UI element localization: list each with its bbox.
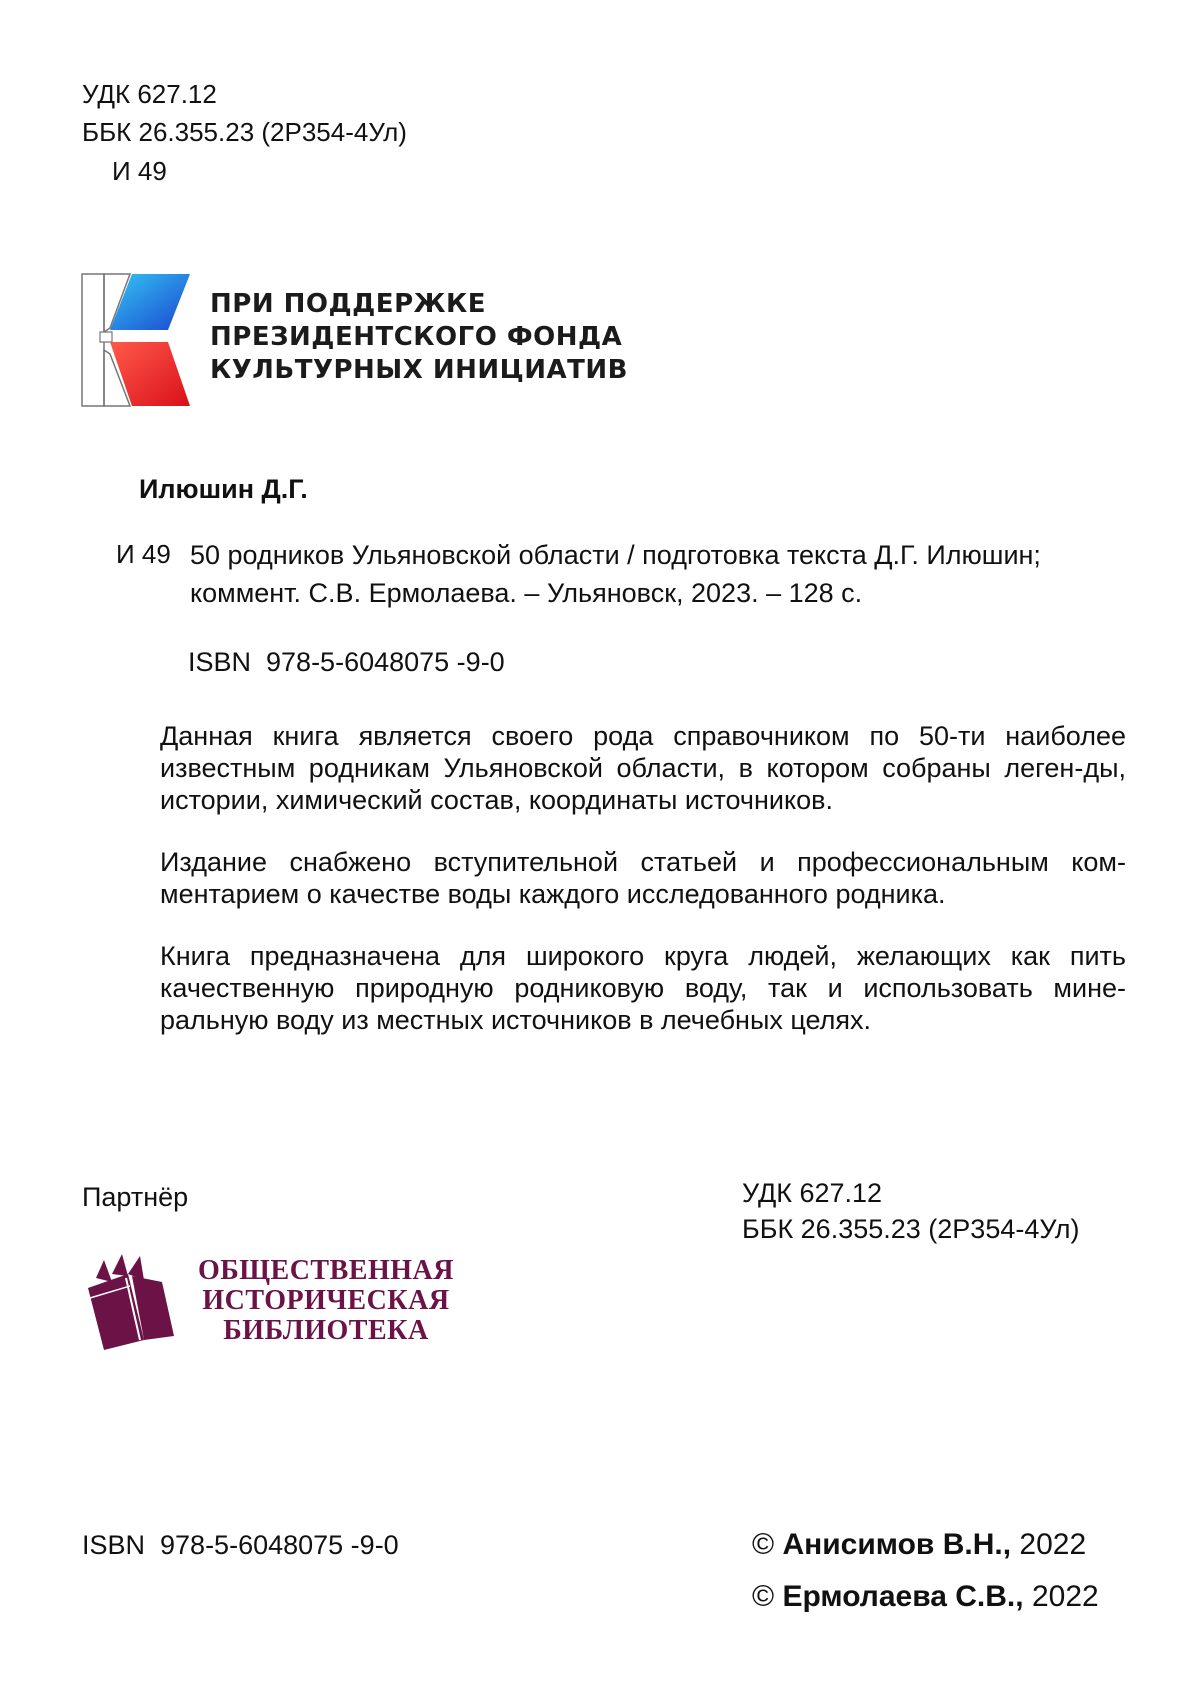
copyright-year: 2022: [1019, 1528, 1087, 1561]
annotation-paragraph: Книга предназначена для широкого круга людей, желающих как пить качественную природную родниковую воду, так и использовать мине-ральную воду из местных источников в лечебных целях.: [160, 941, 1126, 1035]
sponsor-line-2: ПРЕЗИДЕНТСКОГО ФОНДА: [210, 322, 623, 352]
annotation: [160, 720, 1126, 1066]
copyright-line: [752, 1580, 1099, 1614]
sponsor-line-3: КУЛЬТУРНЫХ ИНИЦИАТИВ: [210, 355, 628, 385]
annotation-paragraph: Издание снабжено вступительной статьей и профессиональным ком-ментарием о качестве воды каждого исследованного родника.: [160, 847, 1126, 909]
bbk-code-bottom: ББК 26.355.23 (2Р354-4Ул): [742, 1214, 1080, 1244]
partner-label: Партнёр: [82, 1182, 189, 1212]
annotation-paragraph: Данная книга является своего рода справочником по 50-ти наиболее известным родникам Ульяновской области, в котором собраны леген-ды, истории, химический состав, координаты источников.: [160, 721, 1126, 815]
library-line-1: ОБЩЕСТВЕННАЯ: [198, 1255, 454, 1286]
bibliographic-entry: [190, 536, 1130, 612]
copyright-holder: Анисимов В.Н.,: [782, 1528, 1012, 1561]
sponsor-text: [210, 288, 628, 387]
copyright-year: 2022: [1031, 1580, 1099, 1613]
isbn-bottom: ISBN 978-5-6048075 -9-0: [82, 1530, 399, 1560]
entry-line-1: 50 родников Ульяновской области / подготовка текста Д.Г. Илюшин;: [190, 540, 1041, 570]
bbk-code: ББК 26.355.23 (2Р354-4Ул): [82, 117, 407, 147]
pfki-logo-icon: [80, 272, 192, 408]
library-name: [198, 1256, 454, 1346]
isbn-entry: ISBN 978-5-6048075 -9-0: [188, 647, 505, 677]
copyright-symbol: ©: [752, 1580, 775, 1613]
library-line-3: БИБЛИОТЕКА: [223, 1315, 429, 1346]
author-name: Илюшин Д.Г.: [139, 474, 308, 504]
copyright-symbol: ©: [752, 1528, 775, 1561]
sponsor-line-1: ПРИ ПОДДЕРЖКЕ: [210, 289, 486, 319]
books-icon: [82, 1252, 182, 1352]
author-mark: И 49: [112, 156, 167, 186]
udk-code: УДК 627.12: [82, 79, 217, 109]
copyright-line: [752, 1528, 1086, 1562]
entry-code: И 49: [116, 539, 171, 569]
entry-line-2: коммент. С.В. Ермолаева. – Ульяновск, 2023. – 128 с.: [190, 578, 863, 608]
library-line-2: ИСТОРИЧЕСКАЯ: [202, 1285, 450, 1316]
udk-code-bottom: УДК 627.12: [742, 1178, 883, 1208]
copyright-holder: Ермолаева С.В.,: [782, 1580, 1024, 1613]
